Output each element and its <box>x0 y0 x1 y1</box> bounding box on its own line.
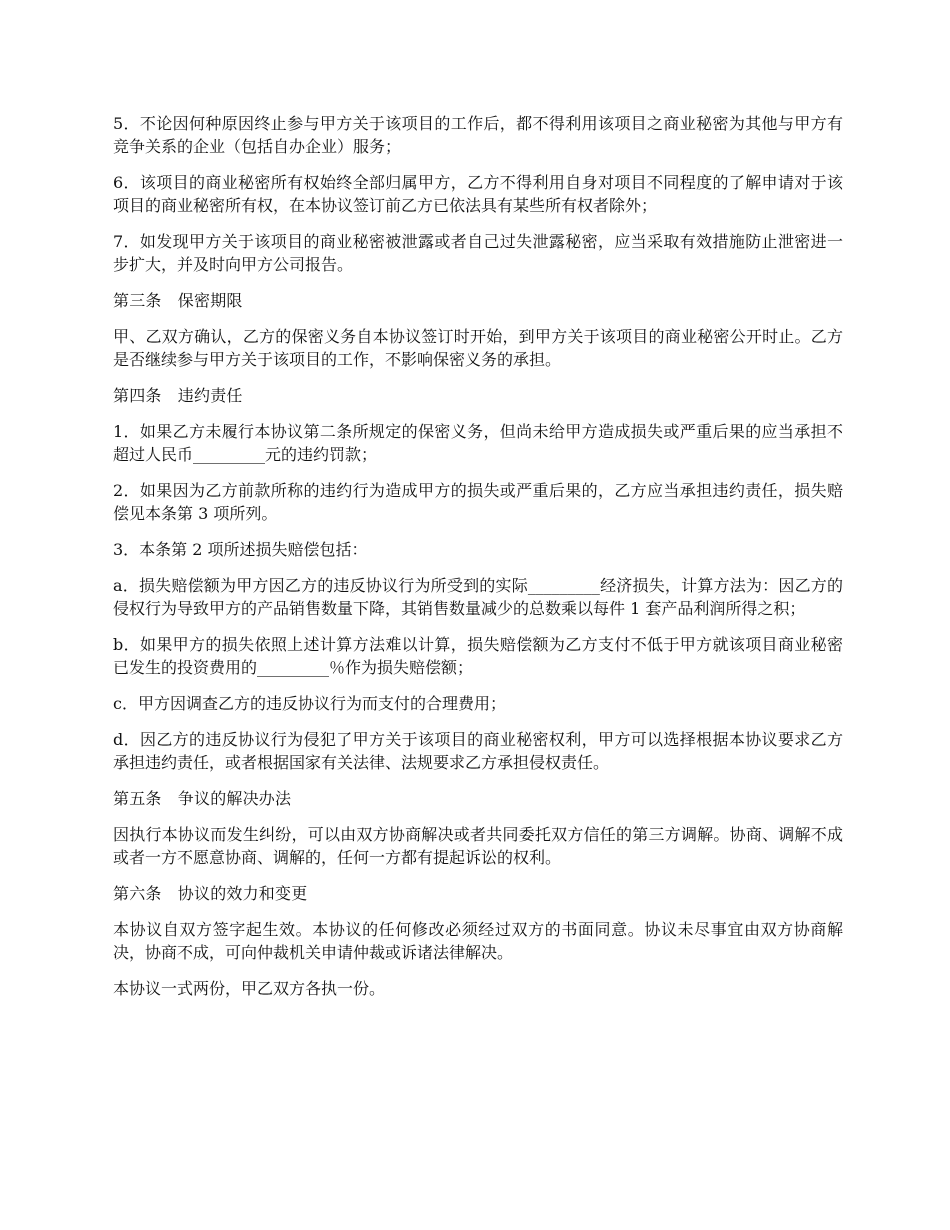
clause-6-paragraph: 6．该项目的商业秘密所有权始终全部归属甲方，乙方不得利用自身对项目不同程度的了解申请对于该项目的商业秘密所有权，在本协议签订前乙方已依法具有某些所有权者除外； <box>113 173 843 215</box>
article-5-paragraph: 因执行本协议而发生纠纷，可以由双方协商解决或者共同委托双方信任的第三方调解。协商、调解不成或者一方不愿意协商、调解的，任何一方都有提起诉讼的权利。 <box>113 825 843 867</box>
article-3-heading: 第三条 保密期限 <box>113 291 243 310</box>
article-4-item-1: 1．如果乙方未履行本协议第二条所规定的保密义务，但尚未给甲方造成损失或严重后果的应当承担不超过人民币_________元的违约罚款； <box>113 422 843 464</box>
article-4-heading: 第四条 违约责任 <box>113 386 243 405</box>
clause-7-paragraph: 7．如发现甲方关于该项目的商业秘密被泄露或者自己过失泄露秘密，应当采取有效措施防止泄密进一步扩大，并及时向甲方公司报告。 <box>113 232 843 274</box>
article-3-paragraph: 甲、乙双方确认，乙方的保密义务自本协议签订时开始，到甲方关于该项目的商业秘密公开时止。乙方是否继续参与甲方关于该项目的工作，不影响保密义务的承担。 <box>113 327 843 369</box>
article-4-item-a: a．损失赔偿额为甲方因乙方的违反协议行为所受到的实际_________经济损失，计算方法为：因乙方的侵权行为导致甲方的产品销售数量下降，其销售数量减少的总数乘以每件 1 套产品利润所得之积； <box>113 576 843 618</box>
copies-paragraph: 本协议一式两份，甲乙双方各执一份。 <box>113 979 386 998</box>
clause-5-paragraph: 5．不论因何种原因终止参与甲方关于该项目的工作后，都不得利用该项目之商业秘密为其他与甲方有竞争关系的企业（包括自办企业）服务； <box>113 114 843 156</box>
article-4-item-d: d．因乙方的违反协议行为侵犯了甲方关于该项目的商业秘密权利，甲方可以选择根据本协议要求乙方承担违约责任，或者根据国家有关法律、法规要求乙方承担侵权责任。 <box>113 730 843 772</box>
article-4-item-c: c．甲方因调查乙方的违反协议行为而支付的合理费用； <box>113 694 506 713</box>
article-4-item-2: 2．如果因为乙方前款所称的违约行为造成甲方的损失或严重后果的，乙方应当承担违约责任，损失赔偿见本条第 3 项所列。 <box>113 481 843 523</box>
article-4-item-3: 3．本条第 2 项所述损失赔偿包括： <box>113 540 368 559</box>
article-5-heading: 第五条 争议的解决办法 <box>113 789 292 808</box>
article-6-paragraph: 本协议自双方签字起生效。本协议的任何修改必须经过双方的书面同意。协议未尽事宜由双方协商解决，协商不成，可向仲裁机关申请仲裁或诉诸法律解决。 <box>113 920 843 962</box>
article-6-heading: 第六条 协议的效力和变更 <box>113 884 308 903</box>
article-4-item-b: b．如果甲方的损失依照上述计算方法难以计算，损失赔偿额为乙方支付不低于甲方就该项目商业秘密已发生的投资费用的_________％作为损失赔偿额； <box>113 635 843 677</box>
document-page <box>113 112 843 1013</box>
